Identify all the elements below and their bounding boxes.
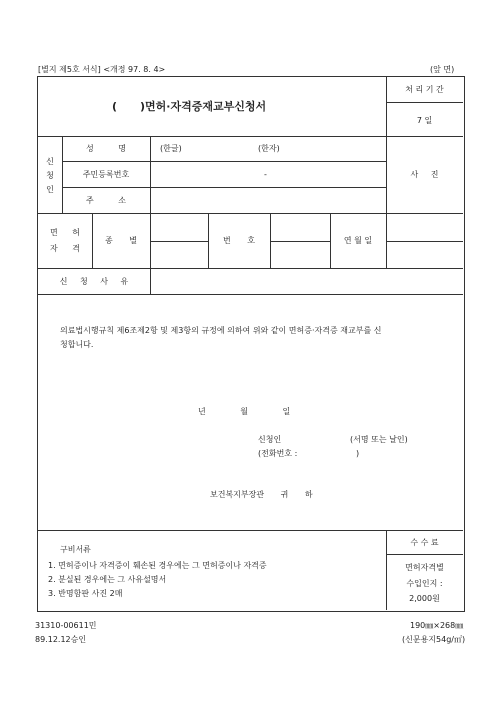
document-item-3: 3. 반명함판 사진 2매 <box>48 589 123 598</box>
rrn-label: 주민등록번호 <box>82 170 130 179</box>
fee-line-1: 면허자격별 <box>405 563 444 572</box>
title-prefix: ( <box>112 100 118 113</box>
processing-label: 처 리 기 간 <box>405 85 444 94</box>
document-item-2: 2. 분실된 경우에는 그 사유설명서 <box>48 575 167 584</box>
fee-line-2: 수입인지 : <box>406 579 443 588</box>
form-frame <box>37 76 465 612</box>
processing-value: 7 일 <box>416 116 433 125</box>
hanja-label: (한자) <box>258 144 280 153</box>
documents-title: 구비서류 <box>60 545 91 554</box>
addressee: 보건복지부장관 귀 하 <box>210 490 313 499</box>
phone-label: (전화번호 : <box>258 449 298 458</box>
fee-label: 수 수 료 <box>410 538 439 547</box>
reason-label: 신 청 사 유 <box>59 277 129 286</box>
form-code: 31310-00611민 <box>35 621 97 630</box>
license-section-1: 면 허 <box>50 228 80 237</box>
approval-date: 89.12.12승인 <box>35 635 87 644</box>
license-section-2: 자 격 <box>50 244 80 253</box>
hangul-label: (한글) <box>160 144 182 153</box>
paper-size: 190㎜×268㎜ <box>410 621 464 630</box>
number-label: 번 호 <box>223 236 255 245</box>
page-side: (앞 면) <box>430 65 455 74</box>
phone-close: ) <box>356 449 360 458</box>
applicant-section-3: 인 <box>46 185 54 194</box>
kind-label: 종 별 <box>105 236 137 245</box>
applicant-section-1: 신 <box>46 157 54 166</box>
application-date: 년 월 일 <box>198 407 291 416</box>
photo-label: 사 진 <box>410 170 439 179</box>
applicant-section-2: 청 <box>46 171 54 180</box>
body-line-1: 의료법시행규칙 제6조제2항 및 제3항의 규정에 의하여 위와 같이 면허증·자격증 재교부를 신 <box>60 326 382 335</box>
rrn-value: - <box>264 170 267 179</box>
date-issued-label: 연 월 일 <box>343 236 373 245</box>
fee-line-3: 2,000원 <box>409 594 440 603</box>
applicant-sign-label: 신청인 <box>258 435 282 444</box>
sign-note: (서명 또는 날인) <box>350 435 408 444</box>
body-line-2: 청합니다. <box>60 340 94 349</box>
address-label: 주 소 <box>86 196 126 205</box>
paper-type: (신문용지54g/㎡) <box>402 635 466 644</box>
name-label: 성 명 <box>86 144 126 153</box>
form-title: )면허·자격증재교부신청서 <box>140 100 267 113</box>
form-number: [별지 제5호 서식] <개정 97. 8. 4> <box>38 65 166 74</box>
document-item-1: 1. 면허증이나 자격증이 훼손된 경우에는 그 면허증이나 자격증 <box>48 561 267 570</box>
